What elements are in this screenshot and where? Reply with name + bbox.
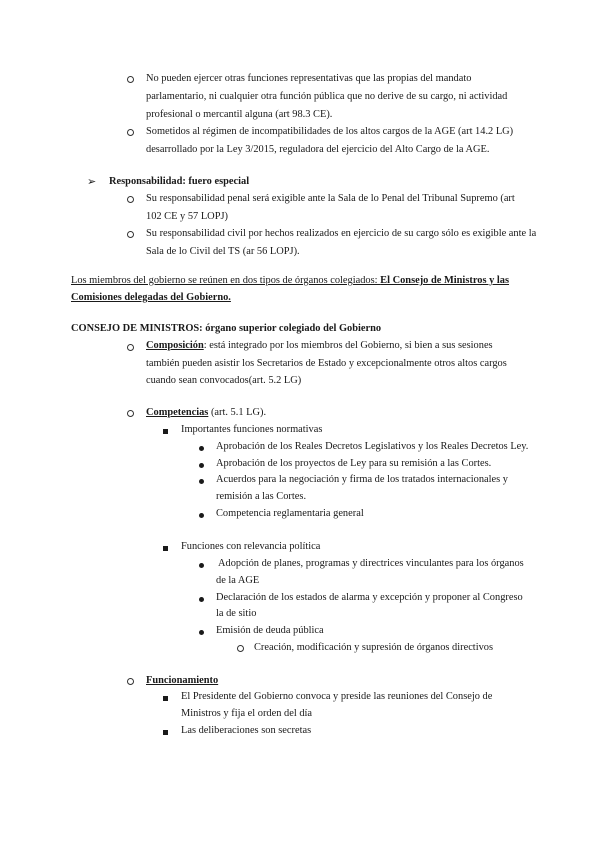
list-item-line: la de sitio xyxy=(216,608,257,619)
bullet-dot-icon xyxy=(199,507,204,524)
list-item-line: El Presidente del Gobierno convoca y preside las reuniones del Consejo de xyxy=(181,691,493,702)
list-item-line: profesional o mercantil alguna (art 98.3 CE). xyxy=(146,109,333,120)
bullet-square-icon xyxy=(163,540,168,557)
bullet-dot-icon xyxy=(199,473,204,490)
list-item-line: de la AGE xyxy=(216,575,260,586)
list-item-line: Sometidos al régimen de incompatibilidades de los altos cargos de la AGE (art 14.2 LG) xyxy=(146,126,514,137)
composicion-label: Composición xyxy=(146,340,204,351)
list-item-line: Sala de lo Civil del TS (ar 56 LOPJ). xyxy=(146,246,300,257)
bullet-dot-icon xyxy=(199,457,204,474)
bullet-circle-icon xyxy=(127,125,134,142)
bullet-square-icon xyxy=(163,423,168,440)
list-item-line: Las deliberaciones son secretas xyxy=(181,725,312,736)
list-item-line: Ministros y fija el orden del día xyxy=(181,708,313,719)
list-item-line: parlamentario, ni cualquier otra función pública que no derive de su cargo, ni actividad xyxy=(146,91,508,102)
list-item-line: Aprobación de los proyectos de Ley para su remisión a las Cortes. xyxy=(216,458,492,469)
list-item-line: desarrollado por la Ley 3/2015, reguladora del ejercicio del Alto Cargo de la AGE. xyxy=(146,144,490,155)
list-item-line: No pueden ejercer otras funciones representativas que las propias del mandato xyxy=(146,73,472,84)
consejo-heading: CONSEJO DE MINISTROS: órgano superior colegiado del Gobierno xyxy=(71,323,382,334)
list-item-line: Su responsabilidad civil por hechos realizados en ejercicio de su cargo sólo es exigible ante la xyxy=(146,228,537,239)
bullet-circle-icon xyxy=(127,406,134,423)
competencias-line xyxy=(146,405,266,422)
list-item-line: Su responsabilidad penal será exigible ante la Sala de lo Penal del Tribunal Supremo (art xyxy=(146,193,515,204)
bullet-square-icon xyxy=(163,690,168,707)
composicion-line: cuando sean convocados(art. 5.2 LG) xyxy=(146,375,302,386)
bullet-dot-icon xyxy=(199,591,204,608)
list-item-line: remisión a las Cortes. xyxy=(216,491,307,502)
bullet-circle-icon xyxy=(237,641,244,658)
list-item-line: Declaración de los estados de alarma y excepción y proponer al Congreso xyxy=(216,592,523,603)
bullet-circle-icon xyxy=(127,72,134,89)
bullet-circle-icon xyxy=(127,192,134,209)
list-item-line: Aprobación de los Reales Decretos Legislativos y los Reales Decretos Ley. xyxy=(216,441,529,452)
fuero-heading: Responsabilidad: fuero especial xyxy=(109,176,250,187)
list-item-line: Adopción de planes, programas y directrices vinculantes para los órganos xyxy=(216,558,524,569)
bullet-dot-icon xyxy=(199,624,204,641)
list-item-line: Emisión de deuda pública xyxy=(216,625,324,636)
funcionamiento-label: Funcionamiento xyxy=(146,675,219,686)
intro-bold-continued: Comisiones delegadas del Gobierno. xyxy=(71,292,231,303)
bullet-square-icon xyxy=(163,724,168,741)
composicion-line xyxy=(146,338,493,355)
competencias-text: (art. 5.1 LG). xyxy=(208,407,267,418)
list-item-line: 102 CE y 57 LOPJ) xyxy=(146,211,228,222)
bullet-circle-icon xyxy=(127,227,134,244)
arrow-bullet-icon: ➢ xyxy=(87,176,97,188)
bullet-dot-icon xyxy=(199,557,204,574)
bullet-circle-icon xyxy=(127,674,134,691)
normativas-label: Importantes funciones normativas xyxy=(181,424,323,435)
intro-text: Los miembros del gobierno se reúnen en dos tipos de órganos colegiados: xyxy=(71,275,381,286)
intro-paragraph xyxy=(71,273,509,290)
list-item-line: Competencia reglamentaria general xyxy=(216,508,364,519)
composicion-line: también pueden asistir los Secretarios de Estado y excepcionalmente otros altos cargos xyxy=(146,358,507,369)
bullet-dot-icon xyxy=(199,440,204,457)
sub-list-item: Creación, modificación y supresión de órganos directivos xyxy=(254,642,494,653)
intro-bold: El Consejo de Ministros y las xyxy=(380,275,510,286)
composicion-text: : está integrado por los miembros del Gobierno, si bien a sus sesiones xyxy=(203,340,493,351)
competencias-label: Competencias xyxy=(146,407,209,418)
bullet-circle-icon xyxy=(127,340,134,357)
list-item-line: Acuerdos para la negociación y firma de los tratados internacionales y xyxy=(216,474,508,485)
politica-label: Funciones con relevancia política xyxy=(181,541,321,552)
